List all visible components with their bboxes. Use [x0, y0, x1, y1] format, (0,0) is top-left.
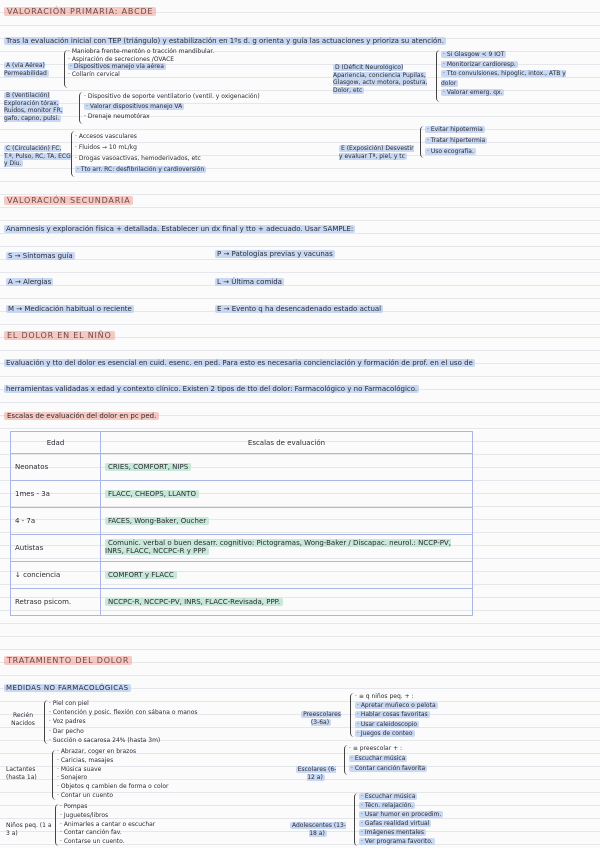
pre-label: Preescolares (3-6a) — [303, 711, 341, 726]
table-row — [11, 562, 473, 589]
primaria-title: VALORACIÓN PRIMARIA: ABCDE — [4, 7, 156, 16]
esc-brace — [344, 745, 348, 775]
sample-s: S → Síntomas guía — [8, 252, 73, 260]
ado-list: · Escuchar música · Técn. relajación. · Usar humor en procedim. · Gafas realidad virtual · Imágenes mentales · Ver programa favorito. — [361, 793, 442, 845]
rn-brace — [44, 700, 48, 744]
table-row — [11, 508, 473, 535]
tratamiento-title: TRATAMIENTO DEL DOLOR — [4, 656, 132, 665]
row-edad: 4 - 7a — [11, 508, 101, 535]
sample-a: A → Alergias — [8, 278, 52, 286]
e-brace — [420, 126, 424, 158]
pre-brace — [350, 693, 354, 737]
pre-list: · ≡ q niños peq. + : · Apretar muñeco o pelota · Hablar cosas favoritas · Usar caleidoscopio · Juegos de conteo — [355, 693, 436, 737]
table-header-row — [11, 432, 473, 454]
c-list: · Accesos vasculares · Fluidos → 10 mL/kg · Drogas vasoactivas, hemoderivados, etc · Tto arr. RC: desfibrilación y cardioversión — [75, 133, 205, 173]
ado-label: Adolescentes (13-18 a) — [292, 822, 346, 837]
row-edad: Autistas — [11, 535, 101, 562]
tratamiento-subtitle: MEDIDAS NO FARMACOLÓGICAS — [6, 684, 129, 692]
lact-label: Lactantes (hasta 1a) — [6, 766, 37, 781]
rn-list: · Piel con piel · Contención y posic. flexión con sábana o manos · Voz padres · Dar pecho · Succión o sacarosa 24% (hasta 3m) — [49, 700, 198, 744]
escalas-title: Escalas de evaluación del dolor en pc ped. — [4, 412, 159, 421]
rn-label: Recién Nacidos — [11, 712, 35, 727]
row-edad: Retraso psicom. — [11, 589, 101, 616]
row-escala: Comunic. verbal o buen desarr. cognitivo: Pictogramas, Wong-Baker / Discapac. neurol.: NCCP-PV, INRS, FLACC, NCCPC-R y PPP — [101, 535, 473, 562]
ninos-list: · Pompas · Juguetes/libros · Animarles a cantar o escuchar · Contar canción fav. · Contarse un cuento. — [60, 803, 156, 846]
dolor-para1: Evaluación y tto del dolor es esencial en cuid. esenc. en ped. Para esto es necesaria concienciación y formación de prof. en el uso de — [6, 359, 473, 367]
esc-label: Escolares (6-12 a) — [297, 766, 337, 781]
row-escala: CRIES, COMFORT, NIPS — [101, 454, 473, 481]
header-edad: Edad — [11, 432, 101, 454]
d-label: D (Déficit Neurológico) Apariencia, conciencia Pupilas, Glasgow, actv motora, postura, Dolor, etc — [333, 64, 428, 94]
table-row — [11, 454, 473, 481]
header-escalas: Escalas de evaluación — [101, 432, 473, 454]
sample-m: M → Medicación habitual o reciente — [8, 305, 132, 313]
table-row — [11, 589, 473, 616]
dolor-title: EL DOLOR EN EL NIÑO — [4, 331, 115, 340]
a-label: A (vía Aérea) Permeabilidad — [4, 62, 47, 77]
e-label: E (Exposición) Desvestir y evaluar Tª, piel, y tc — [339, 145, 414, 160]
ninos-label: Niños peq. (1 a 3 a) — [6, 822, 52, 837]
ado-brace — [354, 793, 358, 846]
d-list: · Si Glasgow < 9 IOT · Monitorizar cardioresp. · Tto convulsiones, hipoglic, intox., ATB y dolor · Valorar emerg. qx. — [441, 51, 566, 96]
table-row — [11, 481, 473, 508]
row-escala: FACES, Wong-Baker, Oucher — [101, 508, 473, 535]
pain-scales-table — [10, 431, 473, 616]
lact-list: · Abrazar, coger en brazos · Caricias, masajes · Música suave · Sonajero · Objetos q cambien de forma o color · Contar un cuento — [57, 748, 169, 799]
b-label: B (Ventilación) Exploración tórax, Ruidos, monitor FR, gafo, capno, pulsi. — [4, 92, 63, 122]
d-brace — [436, 50, 440, 102]
row-edad: ↓ conciencia — [11, 562, 101, 589]
esc-list: · ≡ preescolar + : · Escuchar música · Contar canción favorita — [349, 745, 426, 772]
table-row — [11, 535, 473, 562]
e-list: · Evitar hipotermia · Tratar hipertermia · Uso ecografía. — [427, 126, 486, 155]
sample-e: E → Evento q ha desencadenado estado actual — [217, 305, 382, 313]
ninos-brace — [55, 804, 59, 846]
secundaria-title: VALORACIÓN SECUNDARIA — [4, 196, 133, 205]
c-label: C (Circulación) FC, T.ª, Pulso, RC, TA, ECG y Diu. — [4, 145, 71, 168]
row-escala: COMFORT y FLACC — [101, 562, 473, 589]
b-list: · Dispositivo de soporte ventilatorio (ventil. y oxigenación) · Valorar dispositivos manejo VA · Drenaje neumotórax — [84, 93, 260, 120]
sample-l: L → Última comida — [217, 278, 282, 286]
b-brace — [79, 92, 83, 124]
row-edad: Neonatos — [11, 454, 101, 481]
row-edad: 1mes - 3a — [11, 481, 101, 508]
sample-p: P → Patologías previas y vacunas — [217, 250, 333, 258]
row-escala: NCCPC-R, NCCPC-PV, INRS, FLACC-Revisada, PPP. — [101, 589, 473, 616]
a-list: · Maniobra frente-mentón o tracción mandibular. · Aspiración de secreciones /OVACE · Dispositivos manejo vía aérea · Collarín cervical — [68, 48, 215, 78]
secundaria-intro: Anamnesis y exploración física + detallada. Establecer un dx final y tto + adecuado. Usar SAMPLE: — [6, 225, 354, 233]
lact-brace — [52, 750, 56, 800]
row-escala: FLACC, CHEOPS, LLANTO — [101, 481, 473, 508]
dolor-para2: herramientas validadas x edad y contexto clínico. Existen 2 tipos de tto del dolor: Farmacológico y no Farmacológico. — [6, 385, 418, 393]
primaria-intro: Tras la evaluación inicial con TEP (triángulo) y estabilización en 1ºs d. g orienta y guía las actuaciones y prioriza su atención. — [6, 37, 444, 45]
